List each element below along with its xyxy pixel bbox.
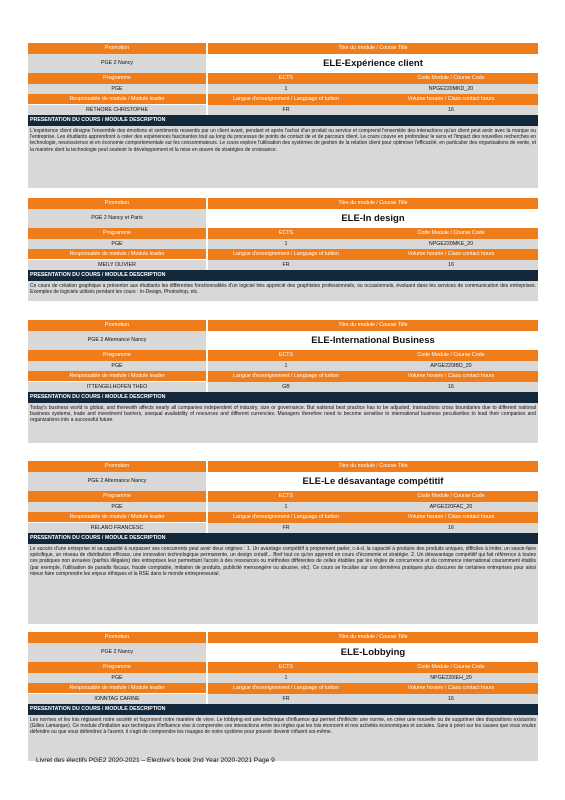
language-value: GB xyxy=(208,382,364,392)
language-header: Langue d'enseignement / Language of tuition xyxy=(208,512,364,523)
title-header: Titre du module / Course Title xyxy=(208,320,538,331)
course-title: ELE-Lobbying xyxy=(208,643,538,662)
language-value: FR xyxy=(208,523,364,533)
language-value: FR xyxy=(208,694,364,704)
hours-header: Volume horaire / Class contact hours xyxy=(364,683,538,694)
ects-header: ECTS xyxy=(208,73,364,84)
promotion-value: PGE 2 Nancy xyxy=(28,54,206,73)
hours-value: 16 xyxy=(364,105,538,115)
title-header: Titre du module / Course Title xyxy=(208,632,538,643)
course-block xyxy=(28,43,538,188)
language-header: Langue d'enseignement / Language of tuition xyxy=(208,371,364,382)
code-value: NPGE220IEH_20 xyxy=(364,673,538,683)
language-value: FR xyxy=(208,105,364,115)
ects-value: 1 xyxy=(208,502,364,512)
language-value: FR xyxy=(208,260,364,270)
promotion-value: PGE 2 Nancy et Paris xyxy=(28,209,206,228)
promotion-header: Promotion xyxy=(28,461,206,472)
promotion-value: PGE 2 Alternance Nancy xyxy=(28,331,206,350)
page-footer: Livret des électifs PGE2 2020-2021 – Elective's book 2nd Year 2020-2021 Page 9 xyxy=(36,757,275,764)
language-header: Langue d'enseignement / Language of tuition xyxy=(208,94,364,105)
presentation-header: PRESENTATION DU COURS / MODULE DESCRIPTION xyxy=(28,115,538,126)
language-header: Langue d'enseignement / Language of tuition xyxy=(208,683,364,694)
ects-value: 1 xyxy=(208,84,364,94)
ects-header: ECTS xyxy=(208,228,364,239)
programme-value: PGE xyxy=(28,361,206,371)
ects-value: 1 xyxy=(208,673,364,683)
code-header: Code Module / Course Code xyxy=(364,491,538,502)
promotion-header: Promotion xyxy=(28,320,206,331)
promotion-header: Promotion xyxy=(28,198,206,209)
course-description: Les normes et les lois régissent notre société et façonnent notre manière de vivre. Le lobbying est une technique d'influence qui permet d'infléchir une norme, en créer une nouvelle ou de supprimer des dispositions existantes (Gilles Lamarque). Ce module d'initiation aux techniques d'influence vise à comprendre ces interactions entre les règles que les lois énoncent et nos activités économiques et sociales. Sans à priori sur les causes que vous voulez défendre ou que vous défendrez à l'avenir, il s'agit de comprendre les rouages de notre système pour pouvoir devenir influent soi-même. xyxy=(28,715,538,761)
code-header: Code Module / Course Code xyxy=(364,662,538,673)
leader-header: Responsable de module / Module leader xyxy=(28,249,206,259)
code-value: APGE220FAC_20 xyxy=(364,502,538,512)
presentation-header: PRESENTATION DU COURS / MODULE DESCRIPTION xyxy=(28,704,538,715)
presentation-header: PRESENTATION DU COURS / MODULE DESCRIPTION xyxy=(28,392,538,403)
leader-header: Responsable de module / Module leader xyxy=(28,512,206,522)
hours-value: 16 xyxy=(364,694,538,704)
hours-header: Volume horaire / Class contact hours xyxy=(364,371,538,382)
code-header: Code Module / Course Code xyxy=(364,350,538,361)
course-block xyxy=(28,198,538,301)
leader-header: Responsable de module / Module leader xyxy=(28,683,206,693)
code-value: NPGE220MKD_20 xyxy=(364,84,538,94)
course-title: ELE-International Business xyxy=(208,331,538,350)
course-description: L'expérience client désigne l'ensemble des émotions et sentiments ressentis par un client avant, pendant et après l'achat d'un produit ou service et comprend l'ensemble des interactions qu'un client peut avoir avec la marque ou l'entreprise. Les étudiants apprendront à créer des expériences fascinantes tout au long du processus de points de contact de et de parcours client. Le cours couvre en profondeur le sens et l'impact des nouvelles recherches en technologie, neuroscience et en économie comportementale sur les consommateurs. Le cours explore l'utilisation des systèmes de gestion de la relation client pour optimiser l'efficacité, en particulier des organisations de vente, et la manière dont la technologie peut soutenir le développement et la mise en œuvre de stratégies de croissance. xyxy=(28,126,538,188)
programme-value: PGE xyxy=(28,84,206,94)
hours-value: 16 xyxy=(364,523,538,533)
presentation-header: PRESENTATION DU COURS / MODULE DESCRIPTION xyxy=(28,270,538,281)
code-value: NPGE220MKE_20 xyxy=(364,239,538,249)
course-block xyxy=(28,320,538,443)
leader-value: MEILY OLIVIER xyxy=(28,260,206,270)
programme-header: Programme xyxy=(28,350,206,361)
ects-value: 1 xyxy=(208,361,364,371)
code-header: Code Module / Course Code xyxy=(364,228,538,239)
hours-value: 16 xyxy=(364,260,538,270)
hours-value: 16 xyxy=(364,382,538,392)
programme-value: PGE xyxy=(28,502,206,512)
course-title: ELE-Le désavantage compétitif xyxy=(208,472,538,491)
leader-value: RELANO FRANCESC xyxy=(28,523,206,533)
course-description: Le succès d'une entreprise et sa capacité à surpasser ses concurrents peut avoir deux origines : 1. Un avantage compétitif à proprement parler, c-à-d. la capacité à produire des produits uniques, difficiles à imiter, un savoir-faire spécifique, un réseau de distribution efficace, une innovation technologique permanente, un design créatif... Bref tout ce qu'on apprend en cours d'économie et stratégie. 2. Un désavantage compétitif qui fait référence à toutes ces pratiques non avouées (parfois illégales) des entreprises leur permettant l'accès à des ressources ou méthodes différentes de celles établies par les règles de concurrence et du commerce international couramment établis (par exemple, l'utilisation de paradis fiscaux, fraude comptable, imitation de produits, publicité mensongère ou abusive, etc). Ce cours se focalise sur ces dernières pratiques plus obscures de certaines entreprises pour ainsi mieux faire comprendre les enjeux éthiques et la RSE dans le monde entrepreneurial. xyxy=(28,544,538,624)
programme-header: Programme xyxy=(28,662,206,673)
leader-header: Responsable de module / Module leader xyxy=(28,94,206,104)
promotion-header: Promotion xyxy=(28,632,206,643)
programme-header: Programme xyxy=(28,73,206,84)
leader-value: IONNTAG CARINE xyxy=(28,694,206,704)
title-header: Titre du module / Course Title xyxy=(208,43,538,54)
presentation-header: PRESENTATION DU COURS / MODULE DESCRIPTION xyxy=(28,533,538,544)
leader-value: ITTENGELHOFEN THEO xyxy=(28,382,206,392)
hours-header: Volume horaire / Class contact hours xyxy=(364,249,538,260)
hours-header: Volume horaire / Class contact hours xyxy=(364,94,538,105)
course-block xyxy=(28,632,538,761)
programme-header: Programme xyxy=(28,491,206,502)
code-value: APGE220IBD_20 xyxy=(364,361,538,371)
course-title: ELE-Expérience client xyxy=(208,54,538,73)
programme-value: PGE xyxy=(28,239,206,249)
title-header: Titre du module / Course Title xyxy=(208,461,538,472)
hours-header: Volume horaire / Class contact hours xyxy=(364,512,538,523)
promotion-header: Promotion xyxy=(28,43,206,54)
ects-header: ECTS xyxy=(208,491,364,502)
code-header: Code Module / Course Code xyxy=(364,73,538,84)
ects-header: ECTS xyxy=(208,662,364,673)
programme-header: Programme xyxy=(28,228,206,239)
leader-header: Responsable de module / Module leader xyxy=(28,371,206,381)
promotion-value: PGE 2 Nancy xyxy=(28,643,206,662)
programme-value: PGE xyxy=(28,673,206,683)
course-block xyxy=(28,461,538,624)
course-description: Today's business world is global, and therewith affects nearly all companies independent of industry, size or governance. But national best practice has to be adjusted, transactions cross boundaries due to different national business systems, trade and investment barriers, unequal availability of resources and different currencies. Managers therefore need to become sensitive to international business peculiarities to lead their companies and organizations into a successful future. xyxy=(28,403,538,443)
leader-value: RETHORE CHRISTOPHE xyxy=(28,105,206,115)
course-description: Ce cours de création graphique a présenter aux étudiants les différentes fonctionnalités d'un logiciel très apprécié des graphistes professionnels, ou occasionnels, évoluant dans les services de communication des entreprises. Exemples de logiciels utilisés pendant les cours : In-Design, Photoshop, etc. xyxy=(28,281,538,301)
ects-header: ECTS xyxy=(208,350,364,361)
promotion-value: PGE 2 Alternance Nancy xyxy=(28,472,206,491)
course-title: ELE-In design xyxy=(208,209,538,228)
title-header: Titre du module / Course Title xyxy=(208,198,538,209)
ects-value: 1 xyxy=(208,239,364,249)
language-header: Langue d'enseignement / Language of tuition xyxy=(208,249,364,260)
